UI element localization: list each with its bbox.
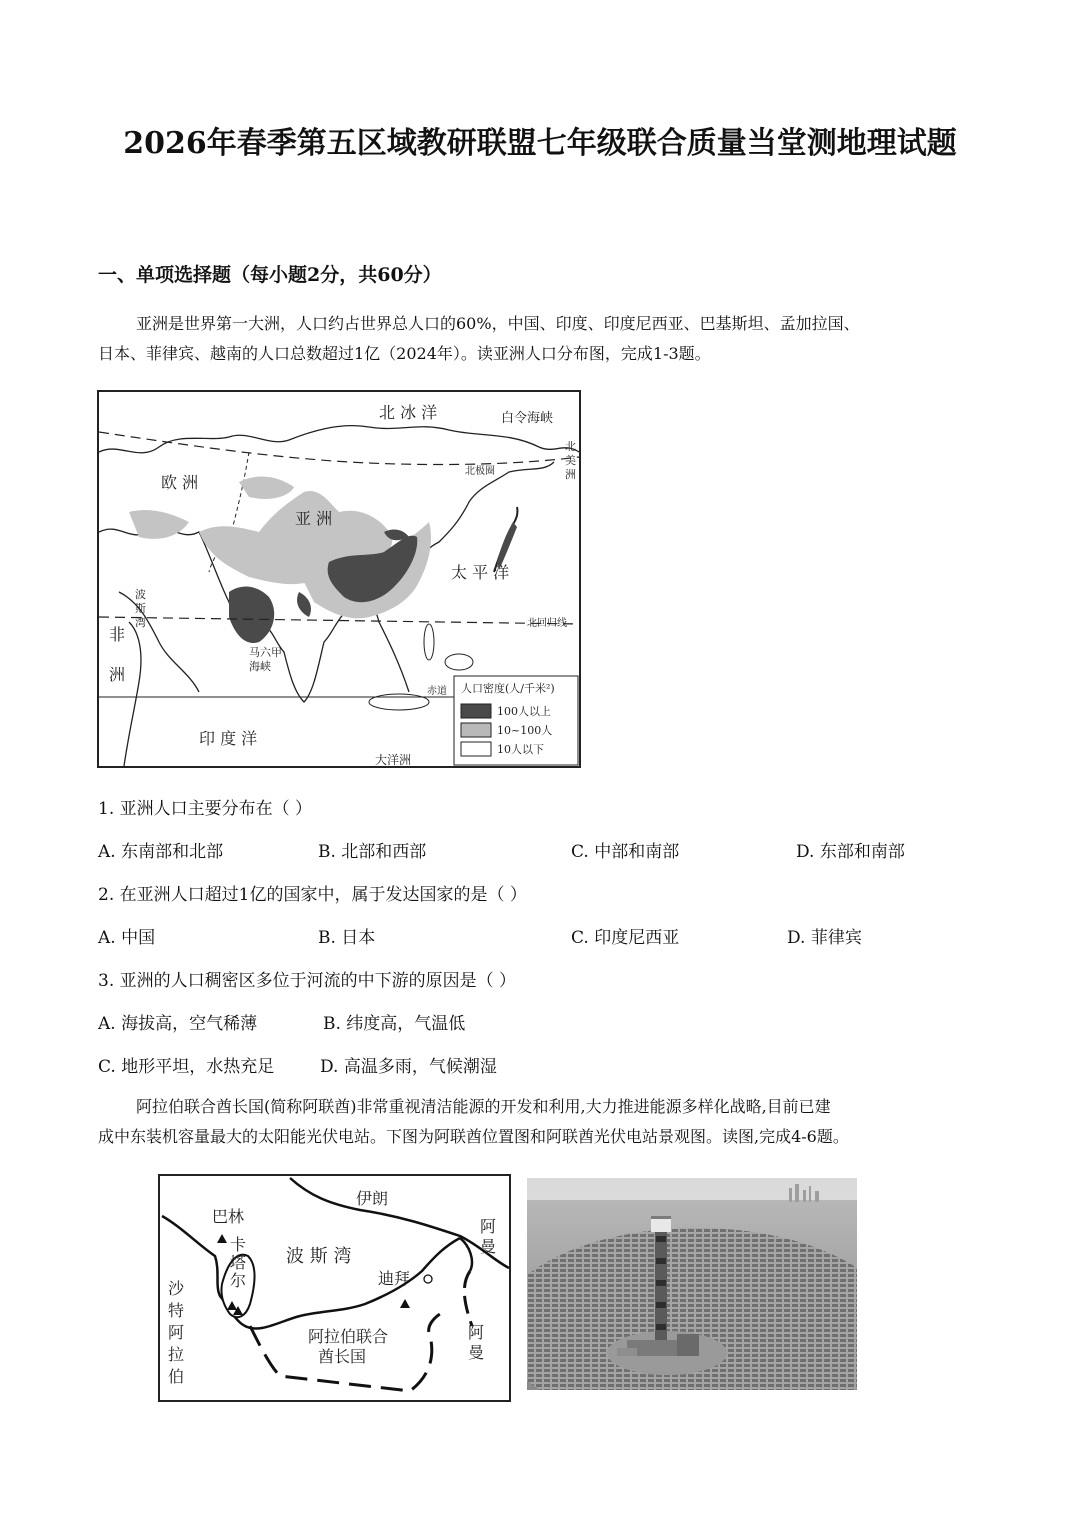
- question-2-stem: 2. 在亚洲人口超过1亿的国家中，属于发达国家的是（ ）: [98, 885, 527, 905]
- label-saudi: 沙特阿拉伯: [168, 1279, 185, 1386]
- legend-label-low: 10人以下: [497, 743, 544, 756]
- legend-label-high: 100人以上: [497, 705, 551, 718]
- legend-swatch-high: [461, 704, 491, 718]
- label-tropic: 北回归线: [527, 618, 567, 629]
- page-title: 2026年春季第五区域教研联盟七年级联合质量当堂测地理试题: [123, 126, 957, 161]
- label-oman-bottom: 阿曼: [468, 1323, 485, 1362]
- q1-option-c: C. 中部和南部: [571, 842, 680, 862]
- label-dubai: 迪拜: [378, 1269, 411, 1288]
- label-oceania: 大洋洲: [375, 753, 412, 766]
- intro-paragraph-1: [98, 309, 988, 369]
- intro-1-line-1: 亚洲是世界第一大洲，人口约占世界总人口的60%，中国、印度、印度尼西亚、巴基斯坦、孟加拉国、: [136, 314, 860, 333]
- label-persian-gulf: 波斯湾: [135, 588, 146, 629]
- label-uae: 阿拉伯联合酋长国: [308, 1327, 389, 1366]
- q1-option-b: B. 北部和西部: [318, 842, 427, 862]
- label-iran: 伊朗: [356, 1189, 389, 1208]
- label-malacca: 马六甲海峡: [249, 646, 282, 673]
- solar-plant-photo: [527, 1178, 857, 1390]
- legend-title: 人口密度(人/千米²): [461, 682, 555, 695]
- bahrain-marker: [217, 1234, 227, 1243]
- label-qatar: 卡塔尔: [230, 1235, 247, 1290]
- q3-option-d: D. 高温多雨，气候潮湿: [320, 1057, 497, 1077]
- intro-2-line-2: 成中东装机容量最大的太阳能光伏电站。下图为阿联酋位置图和阿联酋光伏电站景观图。读图,完成4-6题。: [98, 1127, 849, 1146]
- label-north-america: 北美洲: [565, 440, 576, 481]
- label-arctic-circle: 北极圈: [465, 466, 495, 477]
- label-bering-strait: 白令海峡: [501, 411, 554, 426]
- label-bahrain: 巴林: [212, 1207, 245, 1226]
- q1-option-d: D. 东部和南部: [796, 842, 905, 862]
- legend-swatch-mid: [461, 723, 491, 737]
- q3-option-b: B. 纬度高，气温低: [323, 1014, 466, 1034]
- label-arctic-ocean: 北 冰 洋: [379, 403, 438, 422]
- solar-plant-svg: [527, 1178, 857, 1390]
- legend-label-mid: 10~100人: [497, 724, 553, 737]
- intro-1-line-2: 日本、菲律宾、越南的人口总数超过1亿（2024年）。读亚洲人口分布图，完成1-3题。: [98, 344, 711, 363]
- section-heading: 一、单项选择题（每小题2分，共60分）: [98, 264, 442, 286]
- map-legend: [454, 676, 578, 765]
- question-3-stem: 3. 亚洲的人口稠密区多位于河流的中下游的原因是（ ）: [98, 971, 517, 991]
- dubai-point: [424, 1275, 432, 1283]
- uae-map-svg: [160, 1176, 509, 1400]
- label-pacific: 太 平 洋: [451, 563, 510, 582]
- q2-option-b: B. 日本: [318, 928, 376, 948]
- uae-location-map: [158, 1174, 511, 1402]
- label-oman-top: 阿曼: [480, 1217, 497, 1256]
- dubai-marker: [400, 1299, 410, 1308]
- q3-option-c: C. 地形平坦，水热充足: [98, 1057, 275, 1077]
- label-indian-ocean: 印 度 洋: [199, 729, 258, 748]
- asia-population-map: [97, 390, 581, 768]
- q3-option-a: A. 海拔高，空气稀薄: [98, 1014, 258, 1034]
- question-1-stem: 1. 亚洲人口主要分布在（ ）: [98, 799, 313, 819]
- label-persian-gulf-2: 波 斯 湾: [286, 1246, 352, 1267]
- label-europe: 欧 洲: [161, 473, 199, 492]
- q2-option-c: C. 印度尼西亚: [571, 928, 680, 948]
- q2-option-a: A. 中国: [98, 928, 156, 948]
- intro-paragraph-2: [98, 1092, 988, 1152]
- legend-swatch-low: [461, 742, 491, 756]
- intro-2-line-1: 阿拉伯联合酋长国(简称阿联酋)非常重视清洁能源的开发和利用,大力推进能源多样化战略,目前已建: [136, 1097, 831, 1116]
- q1-option-a: A. 东南部和北部: [98, 842, 224, 862]
- asia-map-svg: [99, 392, 579, 766]
- label-asia: 亚 洲: [295, 509, 333, 528]
- q2-option-d: D. 菲律宾: [787, 928, 862, 948]
- label-africa: 非洲: [109, 625, 126, 684]
- label-equator: 赤道: [427, 686, 447, 697]
